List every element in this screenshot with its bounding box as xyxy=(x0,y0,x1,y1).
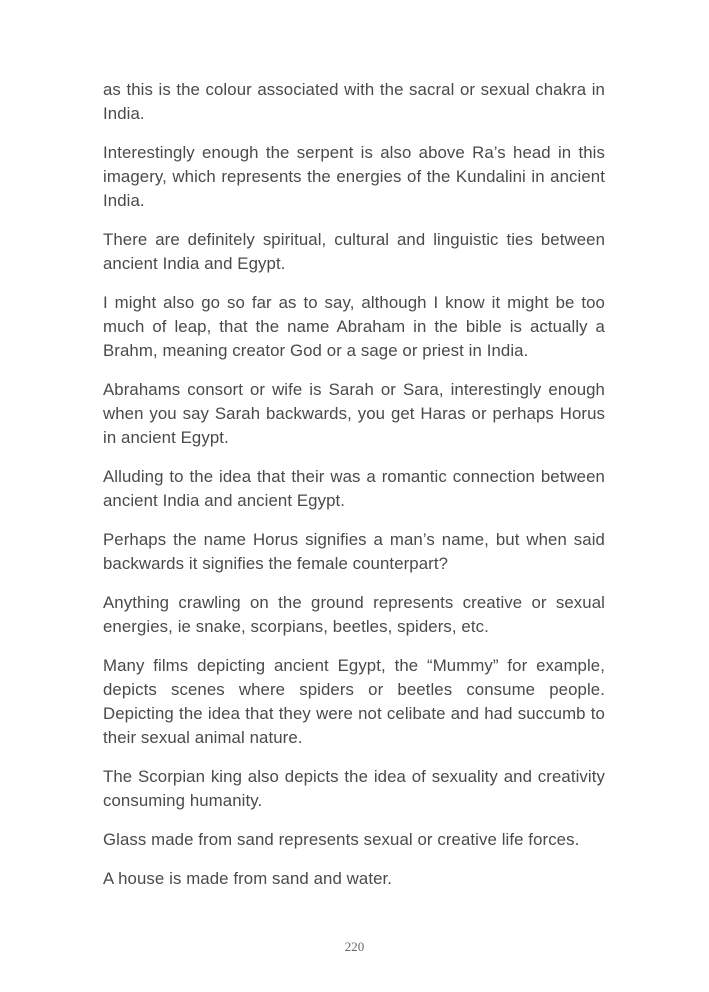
paragraph: I might also go so far as to say, although I know it might be too much of leap, that the name Abraham in the bible is actually a Brahm, meaning creator God or a sage or priest in India. xyxy=(103,293,605,360)
paragraph: as this is the colour associated with the sacral or sexual chakra in India. xyxy=(103,80,605,123)
paragraph: A house is made from sand and water. xyxy=(103,869,393,888)
page-footer xyxy=(0,938,709,956)
body-text xyxy=(103,78,605,906)
paragraph: Abrahams consort or wife is Sarah or Sara, interestingly enough when you say Sarah backwards, you get Haras or perhaps Horus in ancient Egypt. xyxy=(103,380,605,447)
paragraph: Alluding to the idea that their was a romantic connection between ancient India and ancient Egypt. xyxy=(103,467,605,510)
paragraph: Many films depicting ancient Egypt, the “Mummy” for example, depicts scenes where spiders or beetles consume people. Depicting the idea that they were not celibate and had succumb to their sexual animal nature. xyxy=(103,656,605,747)
paragraph: Perhaps the name Horus signifies a man’s name, but when said backwards it signifies the female counterpart? xyxy=(103,530,605,573)
paragraph: Glass made from sand represents sexual or creative life forces. xyxy=(103,830,580,849)
paragraph: The Scorpian king also depicts the idea of sexuality and creativity consuming humanity. xyxy=(103,767,605,810)
paragraph: Interestingly enough the serpent is also above Ra’s head in this imagery, which represents the energies of the Kundalini in ancient India. xyxy=(103,143,605,210)
paragraph: There are definitely spiritual, cultural and linguistic ties between ancient India and Egypt. xyxy=(103,230,605,273)
page-number: 220 xyxy=(344,939,365,954)
paragraph: Anything crawling on the ground represents creative or sexual energies, ie snake, scorpians, beetles, spiders, etc. xyxy=(103,593,605,636)
